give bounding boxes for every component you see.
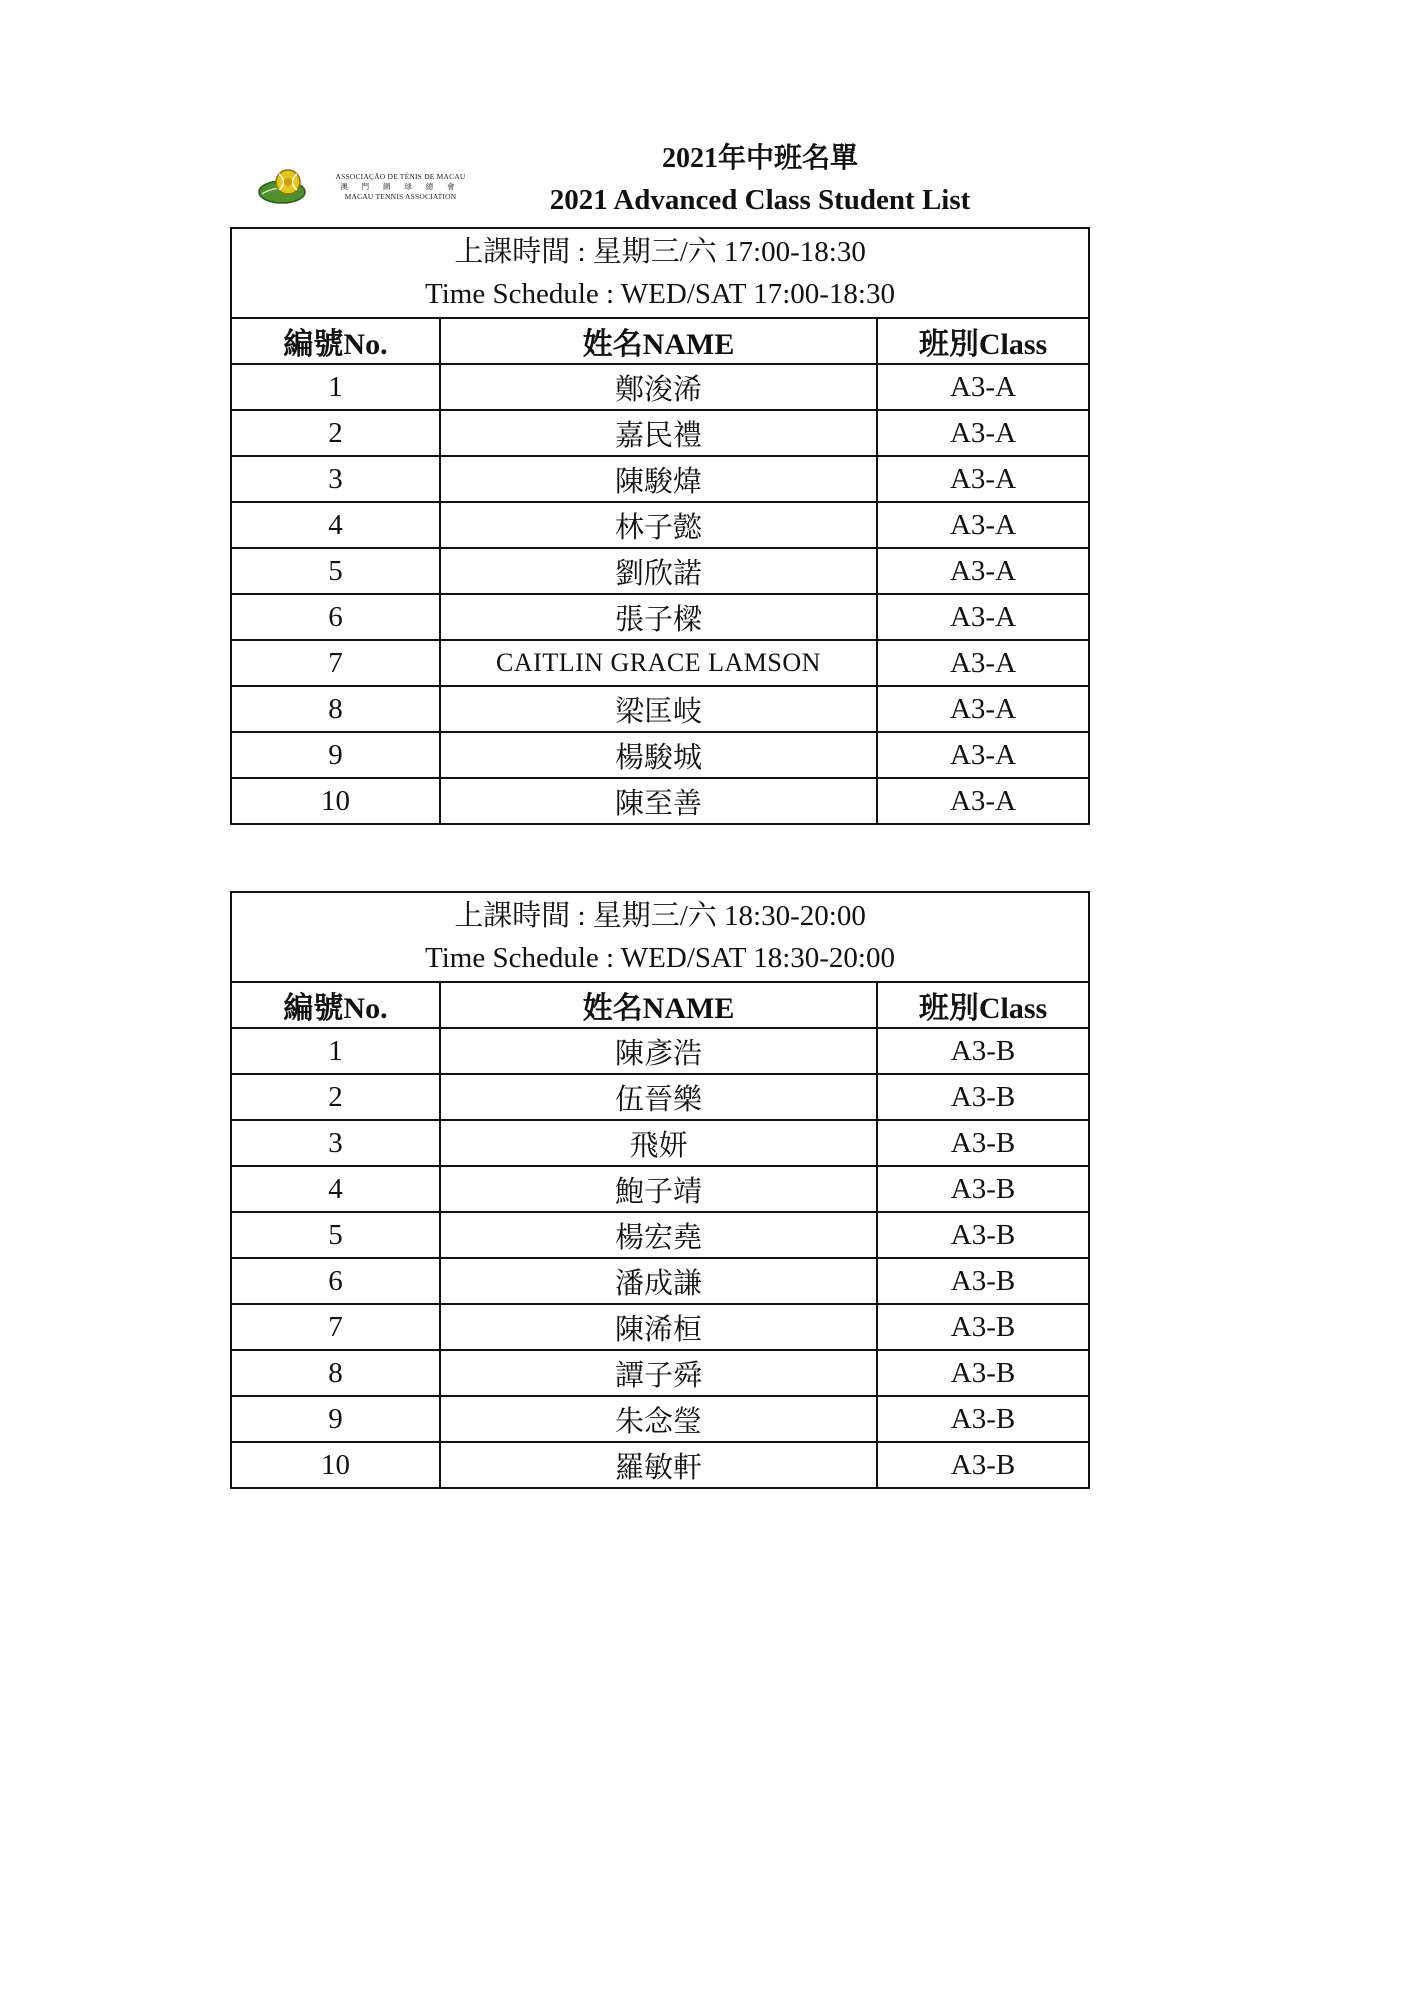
table-row xyxy=(231,686,1089,732)
schedule-english: Time Schedule : WED/SAT 17:00-18:30 xyxy=(425,278,895,310)
student-number: 1 xyxy=(231,1028,440,1074)
student-number: 9 xyxy=(231,732,440,778)
table-row xyxy=(231,1120,1089,1166)
student-number: 5 xyxy=(231,1212,440,1258)
student-name: 陳浠桓 xyxy=(440,1304,877,1350)
student-class: A3-A xyxy=(877,732,1089,778)
table-header-row xyxy=(231,982,1089,1028)
schedule-row xyxy=(231,228,1089,318)
column-header-number: 編號No. xyxy=(231,318,440,364)
table-row xyxy=(231,548,1089,594)
student-name: 鄭浚浠 xyxy=(440,364,877,410)
student-number: 10 xyxy=(231,778,440,824)
table-row xyxy=(231,1074,1089,1120)
student-class: A3-B xyxy=(877,1396,1089,1442)
student-class: A3-B xyxy=(877,1074,1089,1120)
schedule-english: Time Schedule : WED/SAT 18:30-20:00 xyxy=(425,942,895,974)
student-number: 7 xyxy=(231,1304,440,1350)
table-row xyxy=(231,732,1089,778)
document-header xyxy=(0,0,1411,220)
table-row xyxy=(231,1166,1089,1212)
student-number: 5 xyxy=(231,548,440,594)
student-number: 6 xyxy=(231,594,440,640)
table-row xyxy=(231,1212,1089,1258)
student-name: 陳至善 xyxy=(440,778,877,824)
student-number: 2 xyxy=(231,1074,440,1120)
schedule-row xyxy=(231,892,1089,982)
roster-table-session-2 xyxy=(230,891,1090,1489)
student-name: 嘉民禮 xyxy=(440,410,877,456)
student-class: A3-A xyxy=(877,410,1089,456)
student-number: 8 xyxy=(231,686,440,732)
student-class: A3-A xyxy=(877,686,1089,732)
student-number: 7 xyxy=(231,640,440,686)
student-number: 2 xyxy=(231,410,440,456)
student-class: A3-B xyxy=(877,1028,1089,1074)
table-row xyxy=(231,1442,1089,1488)
student-name: CAITLIN GRACE LAMSON xyxy=(440,640,877,686)
student-name: 飛妍 xyxy=(440,1120,877,1166)
student-number: 10 xyxy=(231,1442,440,1488)
student-number: 8 xyxy=(231,1350,440,1396)
table-row xyxy=(231,1396,1089,1442)
student-number: 4 xyxy=(231,502,440,548)
table-row xyxy=(231,640,1089,686)
logo-text-english: MACAU TENNIS ASSOCIATION xyxy=(344,192,457,201)
schedule-chinese: 上課時間 : 星期三/六 18:30-20:00 xyxy=(454,900,866,932)
student-number: 1 xyxy=(231,364,440,410)
student-class: A3-B xyxy=(877,1212,1089,1258)
document-title-chinese: 2021年中班名單 xyxy=(661,143,858,174)
student-number: 9 xyxy=(231,1396,440,1442)
student-name: 伍晉樂 xyxy=(440,1074,877,1120)
table-row xyxy=(231,410,1089,456)
macau-tennis-association-logo xyxy=(258,150,478,210)
student-class: A3-B xyxy=(877,1304,1089,1350)
column-header-name: 姓名NAME xyxy=(440,982,877,1028)
table-row xyxy=(231,502,1089,548)
student-number: 6 xyxy=(231,1258,440,1304)
table-row xyxy=(231,456,1089,502)
student-class: A3-A xyxy=(877,502,1089,548)
student-class: A3-A xyxy=(877,778,1089,824)
student-name: 陳駿煒 xyxy=(440,456,877,502)
table-row xyxy=(231,594,1089,640)
logo-text-portuguese: ASSOCIAÇÃO DE TÉNIS DE MACAU xyxy=(335,172,466,181)
student-class: A3-A xyxy=(877,640,1089,686)
schedule-cell xyxy=(231,892,1089,982)
logo-caption xyxy=(318,172,483,202)
column-header-name: 姓名NAME xyxy=(440,318,877,364)
student-class: A3-A xyxy=(877,456,1089,502)
schedule-cell xyxy=(231,228,1089,318)
student-name: 朱念瑩 xyxy=(440,1396,877,1442)
student-class: A3-B xyxy=(877,1166,1089,1212)
student-class: A3-A xyxy=(877,594,1089,640)
student-name: 譚子舜 xyxy=(440,1350,877,1396)
schedule-chinese: 上課時間 : 星期三/六 17:00-18:30 xyxy=(454,236,866,268)
student-class: A3-B xyxy=(877,1120,1089,1166)
table-row xyxy=(231,1258,1089,1304)
student-name: 潘成謙 xyxy=(440,1258,877,1304)
column-header-class: 班別Class xyxy=(877,318,1089,364)
student-name: 陳彥浩 xyxy=(440,1028,877,1074)
student-name: 楊宏堯 xyxy=(440,1212,877,1258)
table-row xyxy=(231,1350,1089,1396)
student-class: A3-B xyxy=(877,1442,1089,1488)
table-row xyxy=(231,364,1089,410)
roster-table-session-1 xyxy=(230,227,1090,825)
student-class: A3-B xyxy=(877,1350,1089,1396)
student-number: 3 xyxy=(231,456,440,502)
student-number: 3 xyxy=(231,1120,440,1166)
student-class: A3-B xyxy=(877,1258,1089,1304)
student-class: A3-A xyxy=(877,548,1089,594)
tennis-ball-logo-icon xyxy=(258,167,310,205)
document-title-english: 2021 Advanced Class Student List xyxy=(549,184,971,216)
table-row xyxy=(231,1028,1089,1074)
student-name: 林子懿 xyxy=(440,502,877,548)
student-name: 楊駿城 xyxy=(440,732,877,778)
table-row xyxy=(231,1304,1089,1350)
student-name: 劉欣諾 xyxy=(440,548,877,594)
logo-text-chinese: 澳 門 網 球 總 會 xyxy=(340,182,461,191)
table-header-row xyxy=(231,318,1089,364)
student-name: 梁匡岐 xyxy=(440,686,877,732)
student-class: A3-A xyxy=(877,364,1089,410)
student-name: 羅敏軒 xyxy=(440,1442,877,1488)
column-header-class: 班別Class xyxy=(877,982,1089,1028)
column-header-number: 編號No. xyxy=(231,982,440,1028)
student-name: 張子樑 xyxy=(440,594,877,640)
table-row xyxy=(231,778,1089,824)
student-number: 4 xyxy=(231,1166,440,1212)
student-name: 鮑子靖 xyxy=(440,1166,877,1212)
